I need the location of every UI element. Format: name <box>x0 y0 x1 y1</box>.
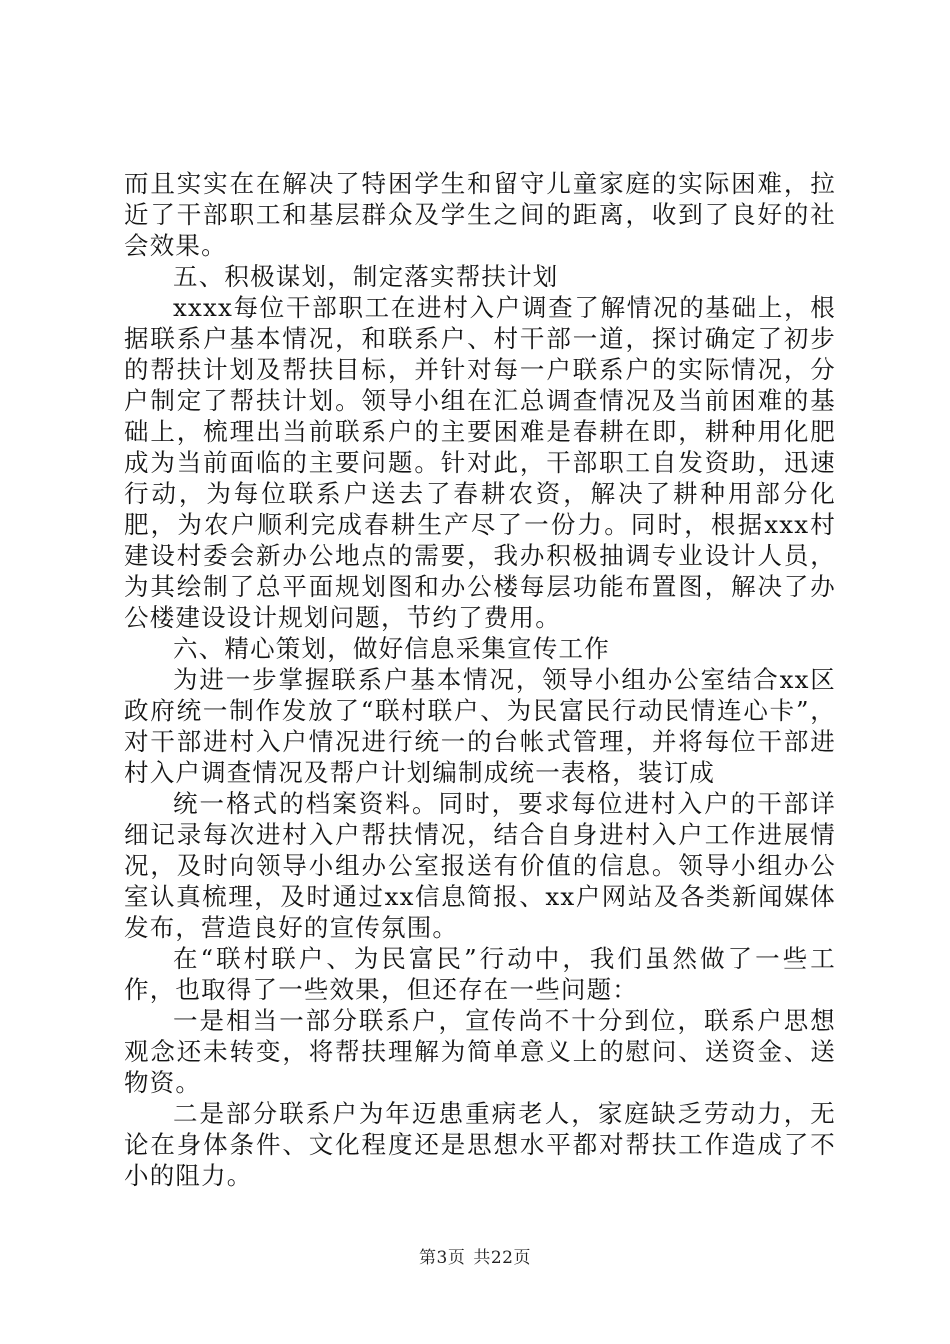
page-footer <box>0 1243 950 1268</box>
page-number: 第3页 <box>419 1248 466 1268</box>
paragraph: 一是相当一部分联系户，宣传尚不十分到位，联系户思想观念还未转变，将帮扶理解为简单意义上的慰问、送资金、送物资。 <box>124 1006 836 1097</box>
paragraph: xxxx每位干部职工在进村入户调查了解情况的基础上，根据联系户基本情况，和联系户、村干部一道，探讨确定了初步的帮扶计划及帮扶目标，并针对每一户联系户的实际情况，分户制定了帮扶计划。领导小组在汇总调查情况及当前困难的基础上，梳理出当前联系户的主要困难是春耕在即，耕种用化肥成为当前面临的主要问题。针对此，干部职工自发资助，迅速行动，为每位联系户送去了春耕农资，解决了耕种用部分化肥，为农户顺利完成春耕生产尽了一份力。同时，根据xxx村建设村委会新办公地点的需要，我办积极抽调专业设计人员，为其绘制了总平面规划图和办公楼每层功能布置图，解决了办公楼建设设计规划问题，节约了费用。 <box>124 293 836 632</box>
section-heading: 六、精心策划，做好信息采集宣传工作 <box>173 634 610 663</box>
document-body <box>124 168 836 1191</box>
paragraph: 在“联村联户、为民富民”行动中，我们虽然做了一些工作，也取得了一些效果，但还存在一些问题： <box>124 944 836 1004</box>
section-heading: 五、积极谋划，制定落实帮扶计划 <box>173 262 559 291</box>
page-total: 共22页 <box>473 1248 531 1268</box>
paragraph: 统一格式的档案资料。同时，要求每位进村入户的干部详细记录每次进村入户帮扶情况，结合自身进村入户工作进展情况，及时向领导小组办公室报送有价值的信息。领导小组办公室认真梳理，及时通过xx信息简报、xx户网站及各类新闻媒体发布，营造良好的宣传氛围。 <box>124 789 836 942</box>
paragraph: 为进一步掌握联系户基本情况，领导小组办公室结合xx区政府统一制作发放了“联村联户、为民富民行动民情连心卡”，对干部进村入户情况进行统一的台帐式管理，并将每位干部进村入户调查情况及帮户计划编制成统一表格，装订成 <box>124 665 836 787</box>
paragraph: 二是部分联系户为年迈患重病老人，家庭缺乏劳动力，无论在身体条件、文化程度还是思想水平都对帮扶工作造成了不小的阻力。 <box>124 1099 836 1190</box>
paragraph: 而且实实在在解决了特困学生和留守儿童家庭的实际困难，拉近了干部职工和基层群众及学生之间的距离，收到了良好的社会效果。 <box>124 169 836 260</box>
